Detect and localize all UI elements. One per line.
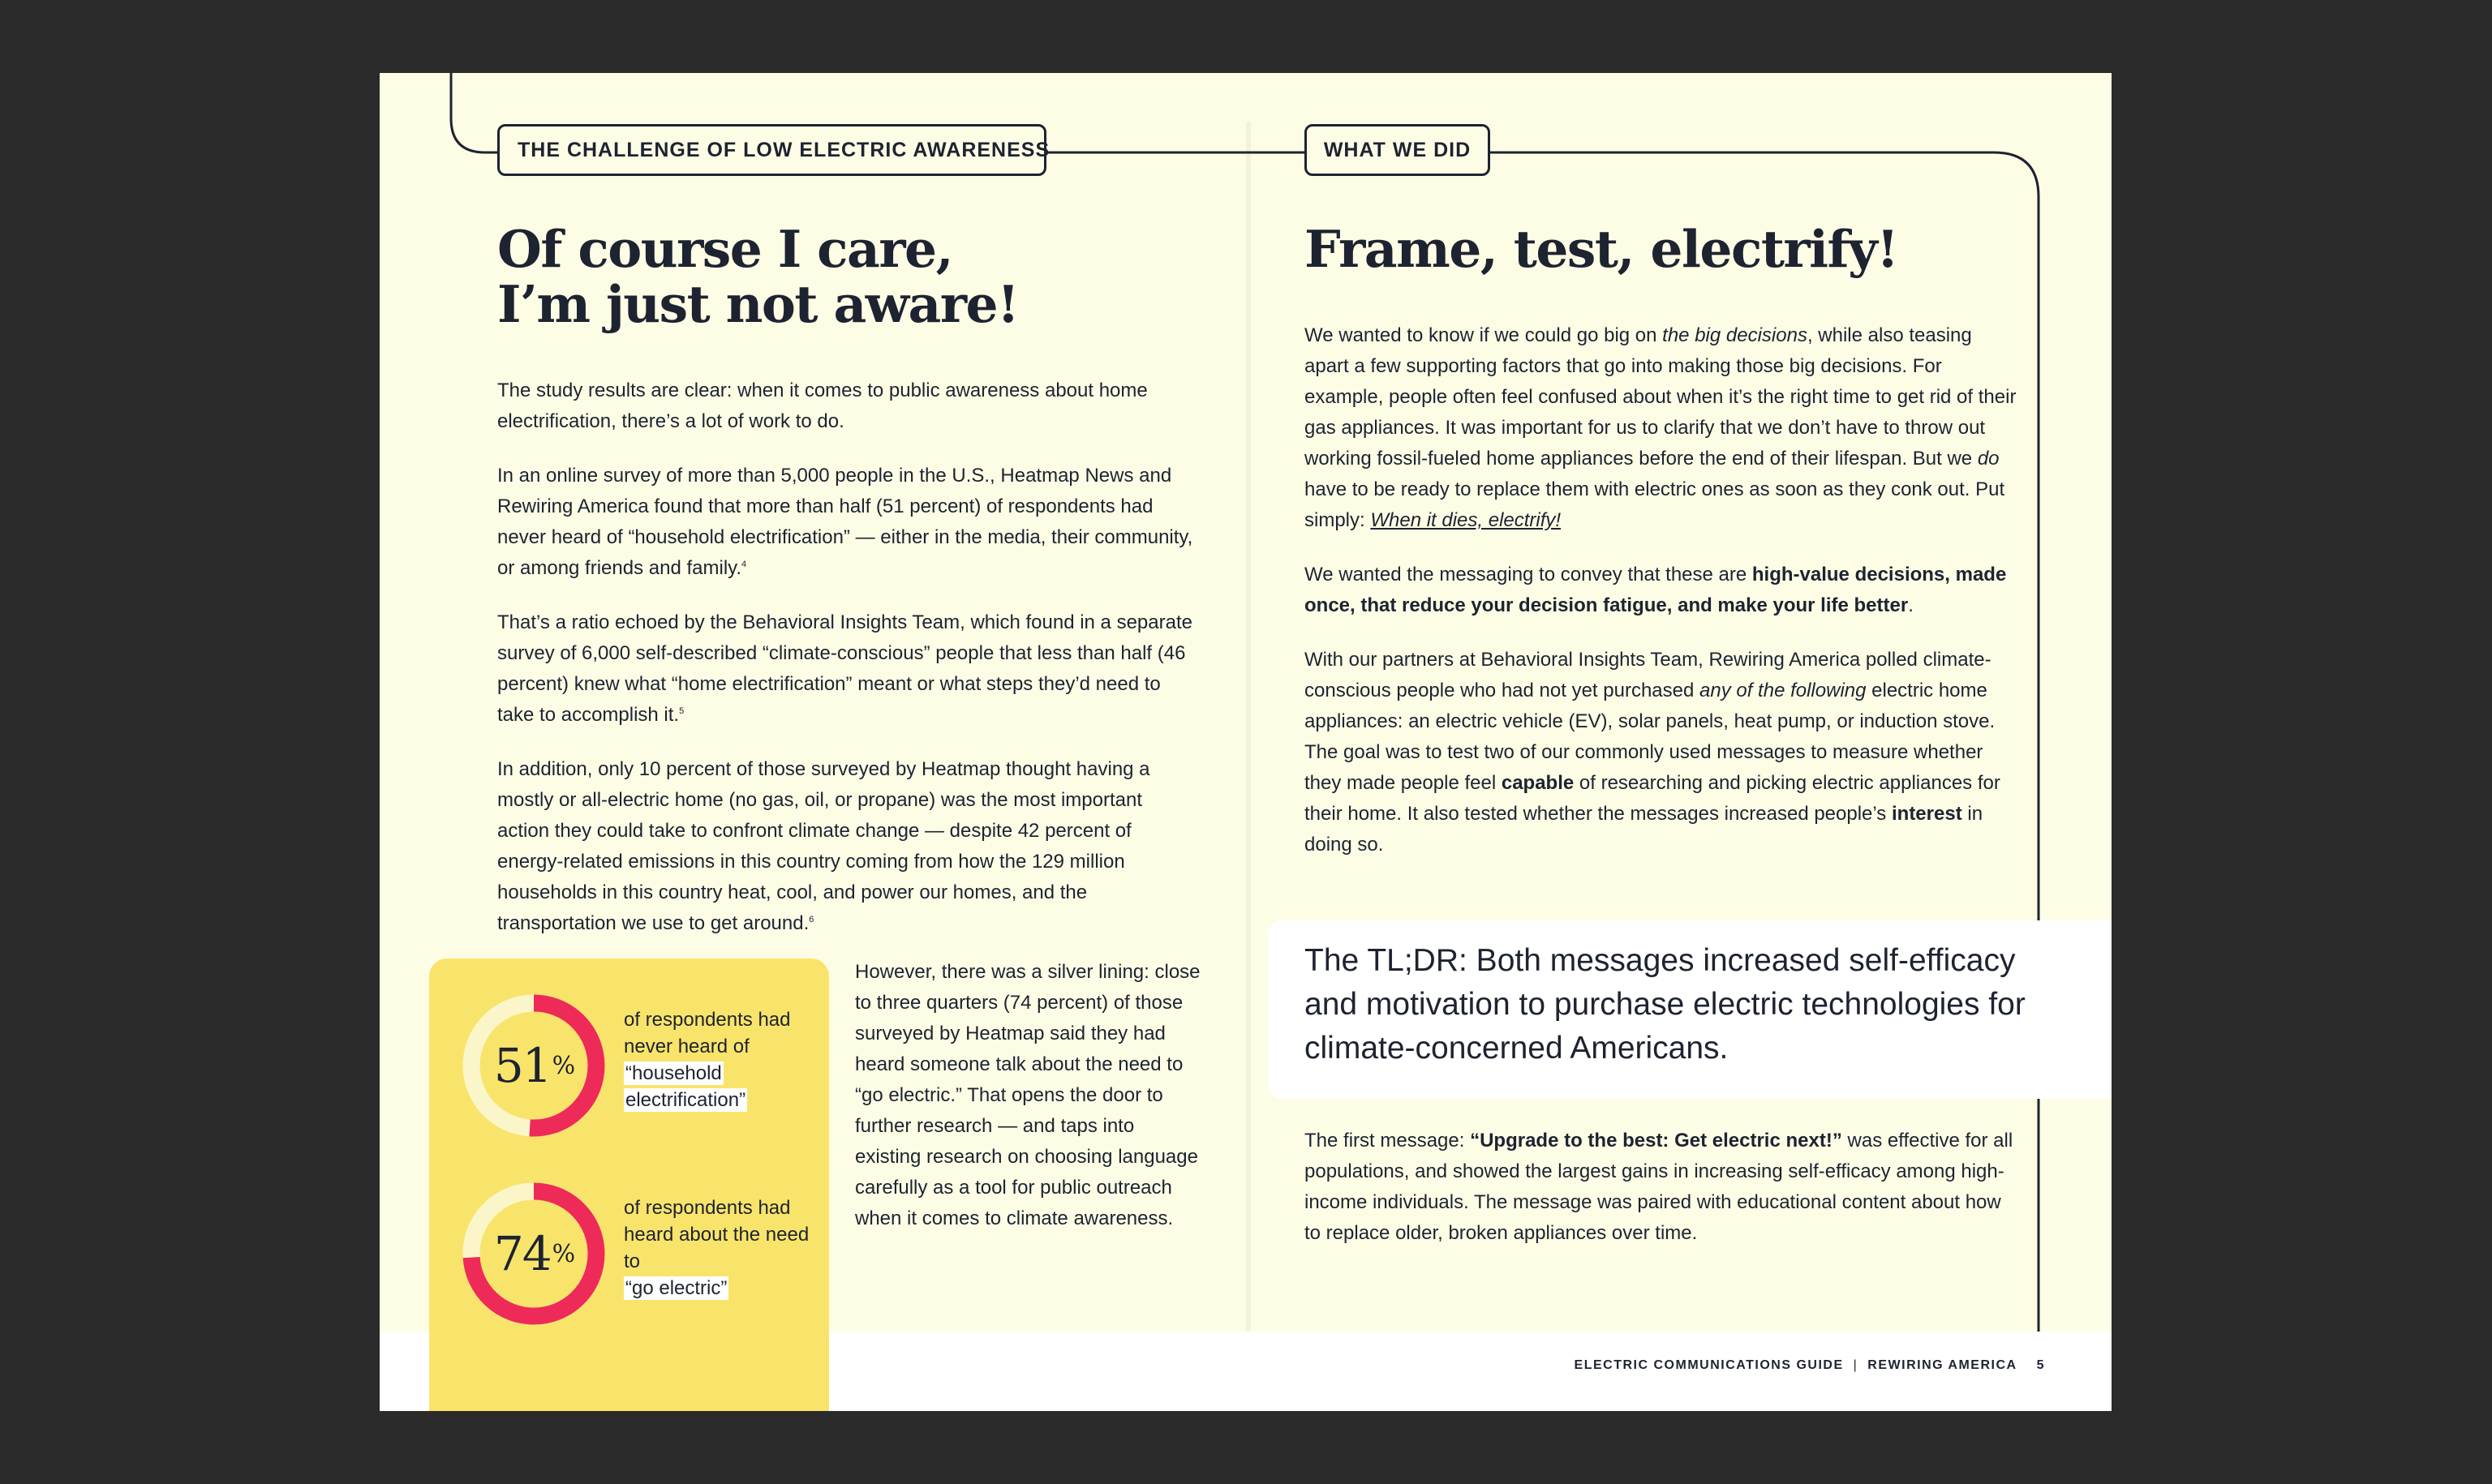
footnote-ref: 6	[809, 915, 814, 924]
left-paragraph-4: In addition, only 10 percent of those surveyed by Heatmap thought having a mostly or all-electric home (no gas, oil, or propane) was the most important action they could take to confront climate change — despite 42 percent of energy-related emissions in this country coming from how the 129 million households in this country heat, cool, and power our homes, and the transportation we use to get around.$^6$	[497, 758, 1150, 934]
footer-separator: |	[1853, 1358, 1858, 1372]
stat-card	[429, 959, 829, 1411]
stat-value-74: 74 %	[493, 1226, 574, 1281]
footer-org: REWIRING AMERICA	[1867, 1358, 2017, 1372]
right-headline: Frame, test, electrify!	[1304, 219, 1898, 279]
brochure-spread	[380, 73, 2112, 1411]
right-paragraph-1: We wanted to know if we could go big on the big decisions, while also teasing apart a few supporting factors that go into making those big decisions. For example, people often feel confused about when it’s the right time to get rid of their gas appliances. It was important for us to clarify that we don’t have to throw out working fossil-fueled home appliances before the end of their lifespan. But we do have to be ready to replace them with electric ones as soon as they conk out. Put simply: When it dies, electrify!	[1304, 324, 2017, 531]
section-tag-challenge: THE CHALLENGE OF LOW ELECTRIC AWARENESS	[497, 124, 1046, 176]
headline-line-1: Of course I care,	[497, 219, 953, 279]
silver-lining-text: However, there was a silver lining: close to three quarters (74 percent) of those surveyed by Heatmap said they had heard someone talk about the need to “go electric.” That opens the door to further research — and taps into existing research on choosing language carefully as a tool for public outreach when it comes to climate awareness.	[855, 961, 1201, 1229]
left-paragraph-3: That’s a ratio echoed by the Behavioral Insights Team, which found in a separate survey of 6,000 self-described “climate-conscious” people that less than half (46 percent) knew what “home electrification” meant or what steps they’d need to take to accomplish it.$^5$	[497, 611, 1192, 726]
footnote-ref: 5	[679, 706, 685, 716]
headline-line-2: I’m just not aware!	[497, 274, 1019, 334]
left-paragraph-1: The study results are clear: when it comes to public awareness about home electrification, there’s a lot of work to do.	[497, 380, 1148, 432]
right-paragraph-3: With our partners at Behavioral Insights Team, Rewiring America polled climate-conscious people who had not yet purchased any of the following electric home appliances: an electric vehicle (EV), solar panels, heat pump, or induction stove. The goal was to test two of our commonly used messages to measure whether they made people feel capable of researching and picking electric appliances for their home. It also tested whether the messages increased people’s interest in doing so.	[1304, 649, 2000, 856]
left-body-column	[497, 375, 1195, 939]
stat-caption-74: of respondents had heard about the need to “go electric”	[624, 1197, 810, 1299]
page-footer	[1575, 1358, 2045, 1373]
stat-caption-51: of respondents had never heard of “household electrification”	[624, 1009, 791, 1111]
tldr-text: The TL;DR: Both messages increased self-efficacy and motivation to purchase electric technologies for climate-concerned Americans.	[1304, 943, 2026, 1066]
section-tag-what-we-did: WHAT WE DID	[1304, 124, 1490, 176]
footer-guide-title: ELECTRIC COMMUNICATIONS GUIDE	[1574, 1358, 1844, 1372]
footnote-ref: 4	[741, 560, 747, 569]
right-body-column	[1304, 320, 2018, 860]
page-number: 5	[2036, 1358, 2045, 1372]
right-paragraph-2: We wanted the messaging to convey that these are high-value decisions, made once, that reduce your decision fatigue, and make your life better.	[1304, 564, 2007, 616]
right-paragraph-4: The first message: “Upgrade to the best: Get electric next!” was effective for all populations, and showed the largest gains in increasing self-efficacy among high-income individuals. The message was paired with educational content about how to replace older, broken appliances over time.	[1304, 1130, 2013, 1244]
left-paragraph-2: In an online survey of more than 5,000 people in the U.S., Heatmap News and Rewiring America found that more than half (51 percent) of respondents had never heard of “household electrification” — either in the media, their community, or among friends and family.$^4$	[497, 465, 1193, 579]
stat-value-51: 51 %	[493, 1038, 574, 1093]
left-headline	[497, 221, 1187, 332]
